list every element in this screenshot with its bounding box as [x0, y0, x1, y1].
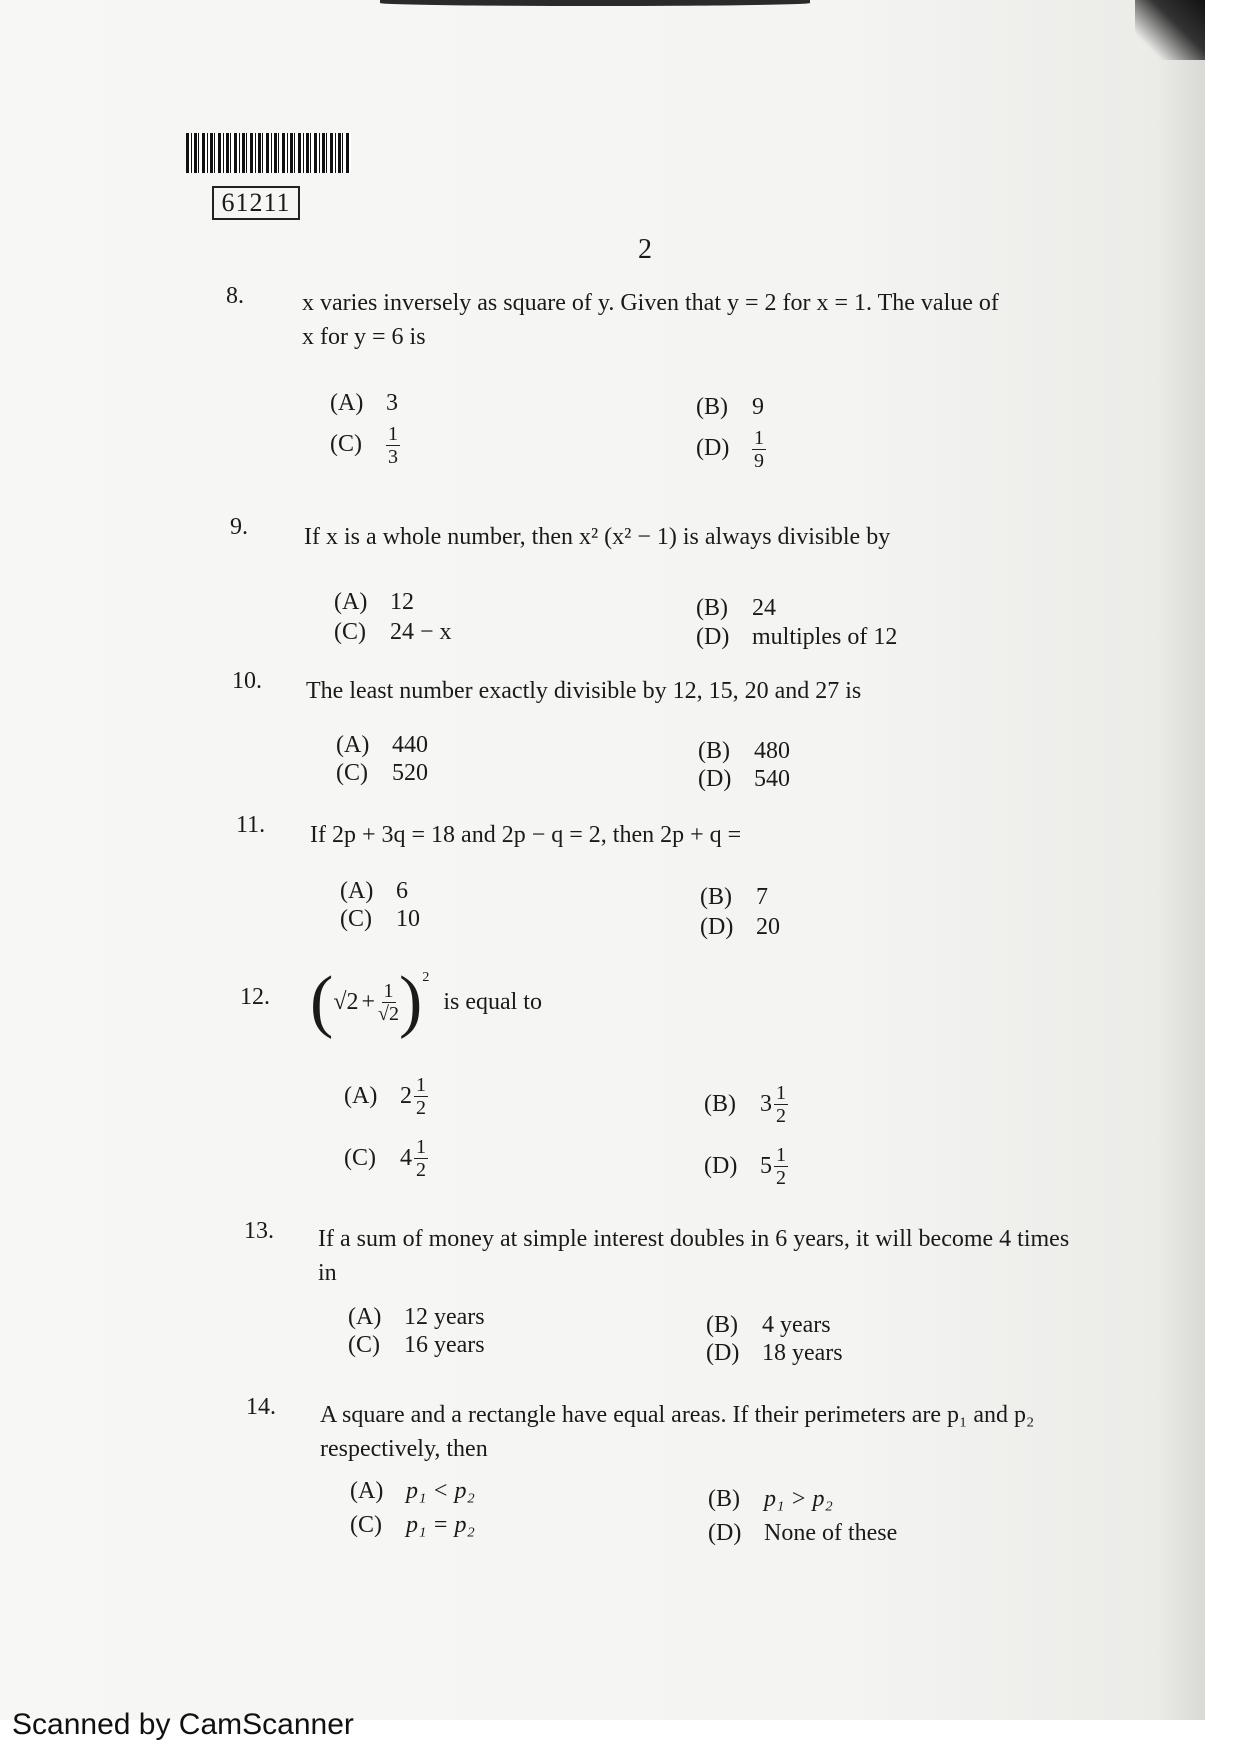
option-label: (C) [334, 619, 366, 645]
option-label: (B) [706, 1312, 738, 1338]
option-value: multiples of 12 [752, 624, 898, 650]
option-label: (D) [704, 1153, 738, 1179]
option-d[interactable] [706, 1340, 843, 1367]
math-expression [310, 962, 542, 1042]
question-text: The least number exactly divisible by 12, 15, 20 and 27 is [306, 678, 862, 704]
option-label: (A) [336, 732, 370, 758]
fraction: $\frac{1}{√2}$ [378, 979, 400, 1025]
option-value: 20 [756, 914, 780, 940]
option-label: (B) [698, 738, 730, 764]
option-label: (D) [696, 435, 730, 462]
question-number: 11. [236, 812, 266, 838]
option-value: 16 years [404, 1332, 485, 1358]
option-c[interactable] [330, 423, 400, 468]
left-paren: ( [310, 963, 334, 1040]
option-value: 10 [396, 906, 420, 932]
option-value: 540 [754, 766, 790, 792]
option-a[interactable] [340, 878, 408, 905]
mixed-number: 3 $\frac{1}{2}$ [760, 1082, 786, 1127]
right-paren: ) [399, 963, 423, 1040]
option-label: (B) [700, 884, 732, 910]
question-number: 9. [230, 514, 248, 540]
exponent: 2 [422, 970, 430, 985]
paper-code: 61211 [212, 186, 300, 220]
question-number: 10. [232, 668, 262, 694]
option-b[interactable] [696, 394, 764, 421]
option-d[interactable] [698, 766, 790, 793]
option-d[interactable] [696, 624, 897, 651]
option-fraction: $\frac{1}{3}$ [388, 423, 398, 468]
page-number: 2 [638, 234, 652, 265]
option-b[interactable] [698, 738, 790, 765]
option-a[interactable] [344, 1074, 428, 1119]
option-label: (D) [696, 624, 730, 650]
option-label: (B) [696, 595, 728, 621]
question-number: 8. [226, 283, 244, 309]
question-text: If x is a whole number, then x² (x² − 1) is always divisible by [304, 524, 891, 550]
option-label: (A) [340, 878, 374, 904]
option-value: 12 [390, 589, 414, 615]
option-a[interactable] [348, 1304, 485, 1331]
option-label: (C) [348, 1332, 380, 1358]
option-value: 24 − x [390, 619, 452, 645]
mixed-number: 2 $\frac{1}{2}$ [400, 1074, 426, 1119]
page-corner-shadow [1135, 0, 1205, 60]
option-c[interactable] [348, 1332, 485, 1359]
option-label: (A) [334, 589, 368, 615]
option-value: p₁ = p₂ [406, 1512, 475, 1538]
option-label: (B) [708, 1486, 740, 1512]
plus-sign: + [361, 988, 376, 1015]
question-text-line: x for y = 6 is [302, 324, 426, 350]
option-value: None of these [764, 1520, 898, 1546]
option-value: 6 [396, 878, 408, 904]
option-label: (D) [698, 766, 732, 792]
option-label: (D) [700, 914, 734, 940]
option-value: 480 [754, 738, 790, 764]
option-b[interactable] [700, 884, 768, 911]
barcode [186, 133, 351, 173]
option-c[interactable] [334, 619, 452, 646]
option-label: (A) [348, 1304, 382, 1330]
question-text [302, 286, 1082, 354]
question-text-line: A square and a rectangle have equal areas. If their perimeters are p₁ and p₂ [320, 1402, 1035, 1428]
question-text: If 2p + 3q = 18 and 2p − q = 2, then 2p + q = [310, 822, 742, 848]
option-d[interactable] [704, 1144, 788, 1189]
option-value: p₁ > p₂ [764, 1486, 833, 1512]
question-text-line: If a sum of money at simple interest doubles in 6 years, it will become 4 times [318, 1226, 1070, 1252]
option-value: 3 [386, 390, 398, 416]
option-label: (C) [344, 1145, 376, 1171]
question-number: 12. [240, 984, 270, 1010]
option-value: 440 [392, 732, 428, 758]
option-label: (B) [696, 394, 728, 420]
option-c[interactable] [344, 1136, 428, 1181]
option-label: (C) [350, 1512, 382, 1538]
scan-edge-shadow [380, 0, 810, 6]
option-value: 24 [752, 595, 776, 621]
option-value: 18 years [762, 1340, 843, 1366]
option-c[interactable] [340, 906, 420, 933]
option-a[interactable] [334, 589, 414, 616]
option-label: (A) [330, 390, 364, 416]
mixed-number: 4 $\frac{1}{2}$ [400, 1136, 426, 1181]
option-value: 4 years [762, 1312, 831, 1338]
option-label: (C) [330, 431, 362, 458]
sqrt-term: √2 [333, 988, 359, 1015]
mixed-number: 5 $\frac{1}{2}$ [760, 1144, 786, 1189]
question-text [320, 1398, 1100, 1466]
question-number: 14. [246, 1394, 276, 1420]
option-d[interactable] [696, 427, 766, 472]
option-value: p₁ < p₂ [406, 1478, 475, 1504]
option-fraction: $\frac{1}{9}$ [754, 427, 764, 472]
option-a[interactable] [330, 390, 398, 417]
option-b[interactable] [708, 1486, 833, 1513]
option-a[interactable] [336, 732, 428, 759]
question-text [318, 1222, 1098, 1290]
option-label: (C) [340, 906, 372, 932]
option-label: (D) [706, 1340, 740, 1366]
question-number: 13. [244, 1218, 274, 1244]
option-value: 9 [752, 394, 764, 420]
option-label: (C) [336, 760, 368, 786]
option-label: (A) [344, 1083, 378, 1109]
option-label: (B) [704, 1091, 736, 1117]
question-text-line: respectively, then [320, 1436, 488, 1462]
option-value: 520 [392, 760, 428, 786]
option-label: (D) [708, 1520, 742, 1546]
option-a[interactable] [350, 1478, 475, 1505]
question-text-line: x varies inversely as square of y. Given that y = 2 for x = 1. The value of [302, 290, 999, 316]
option-d[interactable] [708, 1520, 897, 1547]
scanner-watermark: Scanned by CamScanner [12, 1708, 354, 1741]
option-b[interactable] [704, 1082, 788, 1127]
option-value: 12 years [404, 1304, 485, 1330]
option-value: 7 [756, 884, 768, 910]
option-c[interactable] [336, 760, 428, 787]
question-text-line: in [318, 1260, 337, 1286]
question-text: is equal to [443, 988, 542, 1015]
option-b[interactable] [696, 595, 776, 622]
option-b[interactable] [706, 1312, 831, 1339]
option-d[interactable] [700, 914, 780, 941]
option-label: (A) [350, 1478, 384, 1504]
option-c[interactable] [350, 1512, 475, 1539]
